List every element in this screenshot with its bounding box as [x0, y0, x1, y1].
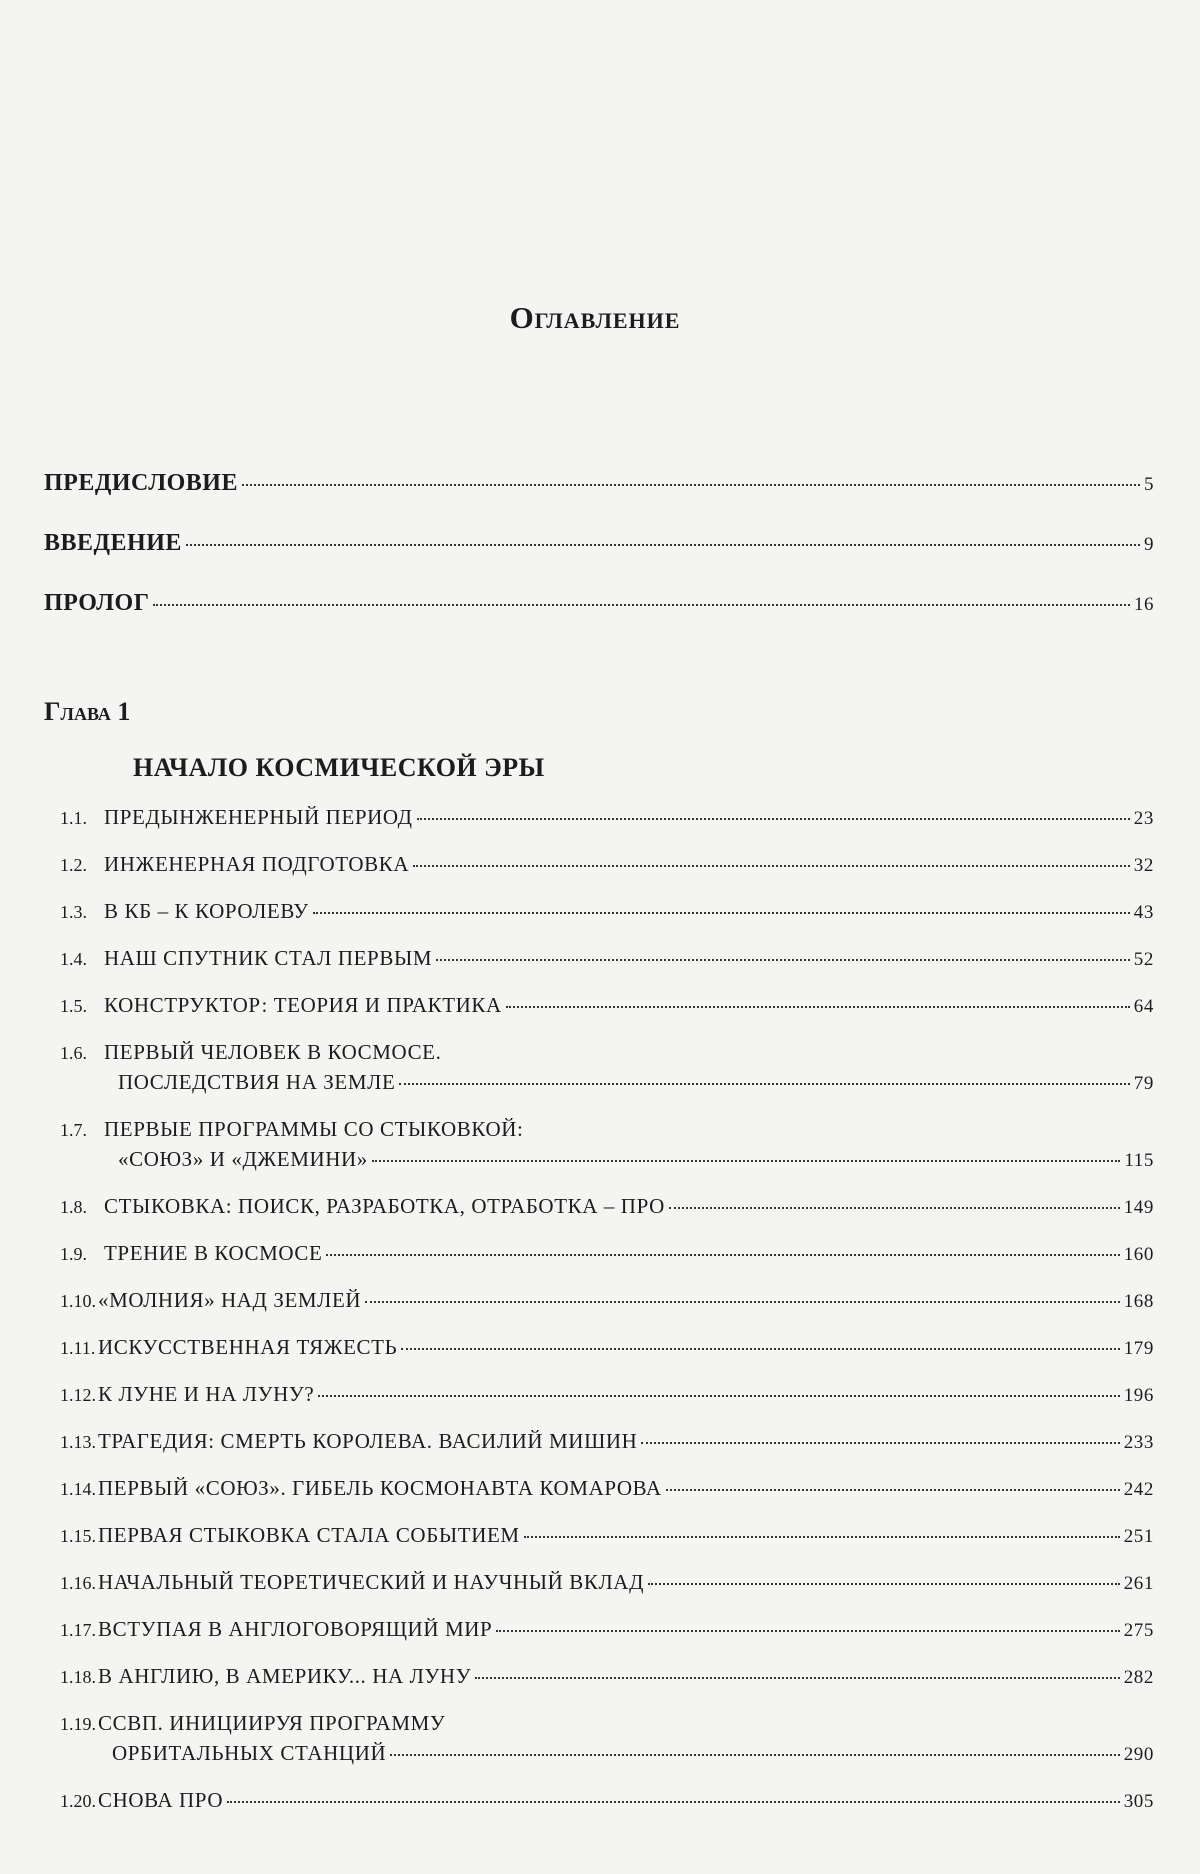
entry-number: 1.7. [60, 1120, 87, 1140]
entry-title: ТРЕНИЕ В КОСМОСЕ [104, 1241, 323, 1265]
entry-title: НАШ СПУТНИК СТАЛ ПЕРВЫМ [104, 946, 433, 970]
entry-title: В АНГЛИЮ, В АМЕРИКУ... НА ЛУНУ [98, 1664, 472, 1688]
entry-page: 275 [1123, 1620, 1154, 1641]
toc-entry[interactable] [60, 1664, 1154, 1689]
entry-number: 1.15. [60, 1526, 96, 1546]
toc-entry[interactable] [60, 1570, 1154, 1595]
dot-leader [669, 1207, 1120, 1209]
chapter-word: Глава [44, 697, 111, 726]
dot-leader [475, 1677, 1120, 1679]
entry-page: 43 [1133, 902, 1154, 923]
entry-title: СТЫКОВКА: ПОИСК, РАЗРАБОТКА, ОТРАБОТКА – ПРО [104, 1194, 665, 1218]
entry-number: 1.1. [60, 808, 87, 828]
entry-number: 1.9. [60, 1244, 87, 1264]
entry-number: 1.17. [60, 1620, 96, 1640]
dot-leader [227, 1801, 1120, 1803]
entry-title: ПРЕДИСЛОВИЕ [44, 470, 238, 496]
entry-page: 9 [1144, 534, 1154, 555]
entry-page: 282 [1123, 1667, 1154, 1688]
entry-title: ССВП. ИНИЦИИРУЯ ПРОГРАММУ [98, 1711, 446, 1735]
entry-title: ТРАГЕДИЯ: СМЕРТЬ КОРОЛЕВА. ВАСИЛИЙ МИШИН [98, 1429, 638, 1453]
entry-title: ИСКУССТВЕННАЯ ТЯЖЕСТЬ [98, 1335, 398, 1359]
dot-leader [313, 912, 1130, 914]
toc-entry-introduction[interactable] [44, 530, 1154, 590]
entry-title: ПРОЛОГ [44, 590, 150, 616]
toc-entry[interactable] [60, 1711, 1154, 1766]
toc-entry[interactable] [60, 805, 1154, 830]
entry-page: 5 [1144, 474, 1154, 495]
entry-title: ПРЕДЫНЖЕНЕРНЫЙ ПЕРИОД [104, 805, 413, 829]
dot-leader [326, 1254, 1119, 1256]
entry-page: 233 [1123, 1432, 1154, 1453]
entry-title-continued: ПОСЛЕДСТВИЯ НА ЗЕМЛЕ [118, 1070, 396, 1094]
front-matter-list [44, 470, 1154, 650]
entry-page: 179 [1123, 1338, 1154, 1359]
entry-number: 1.19. [60, 1714, 96, 1734]
entry-page: 160 [1123, 1244, 1154, 1265]
dot-leader [524, 1536, 1120, 1538]
chapter-title: НАЧАЛО КОСМИЧЕСКОЙ ЭРЫ [133, 753, 545, 782]
entry-number: 1.12. [60, 1385, 96, 1405]
entry-number: 1.2. [60, 855, 87, 875]
entry-title: ИНЖЕНЕРНАЯ ПОДГОТОВКА [104, 852, 410, 876]
entry-number: 1.11. [60, 1338, 96, 1358]
dot-leader [496, 1630, 1119, 1632]
dot-leader [648, 1583, 1120, 1585]
entry-number: 1.3. [60, 902, 87, 922]
entry-page: 52 [1133, 949, 1154, 970]
toc-entry-prologue[interactable] [44, 590, 1154, 650]
toc-entry[interactable] [60, 1617, 1154, 1642]
chapter-number: 1 [117, 697, 131, 726]
toc-entry-preface[interactable] [44, 470, 1154, 530]
chapter-entries [60, 805, 1154, 1835]
dot-leader [390, 1754, 1119, 1756]
entry-number: 1.14. [60, 1479, 96, 1499]
toc-entry[interactable] [60, 852, 1154, 877]
entry-title: НАЧАЛЬНЫЙ ТЕОРЕТИЧЕСКИЙ И НАУЧНЫЙ ВКЛАД [98, 1570, 645, 1594]
toc-entry[interactable] [60, 1241, 1154, 1266]
entry-title: К ЛУНЕ И НА ЛУНУ? [98, 1382, 315, 1406]
toc-entry[interactable] [60, 1382, 1154, 1407]
entry-title: ПЕРВЫЕ ПРОГРАММЫ СО СТЫКОВКОЙ: [104, 1117, 524, 1141]
entry-title: СНОВА ПРО [98, 1788, 224, 1812]
dot-leader [641, 1442, 1119, 1444]
entry-page: 242 [1123, 1479, 1154, 1500]
toc-entry[interactable] [60, 1117, 1154, 1172]
toc-heading: Оглавление [509, 300, 681, 335]
entry-number: 1.16. [60, 1573, 96, 1593]
entry-title: ВВЕДЕНИЕ [44, 530, 182, 556]
entry-page: 115 [1124, 1150, 1154, 1171]
dot-leader [401, 1348, 1119, 1350]
entry-number: 1.20. [60, 1791, 96, 1811]
chapter-label [44, 697, 130, 727]
entry-title: ПЕРВЫЙ ЧЕЛОВЕК В КОСМОСЕ. [104, 1040, 442, 1064]
dot-leader [506, 1006, 1130, 1008]
toc-entry[interactable] [60, 1788, 1154, 1813]
entry-page: 251 [1123, 1526, 1154, 1547]
entry-title: ВСТУПАЯ В АНГЛОГОВОРЯЩИЙ МИР [98, 1617, 493, 1641]
dot-leader [666, 1489, 1120, 1491]
entry-page: 79 [1133, 1073, 1154, 1094]
dot-leader [436, 959, 1130, 961]
entry-title: ПЕРВАЯ СТЫКОВКА СТАЛА СОБЫТИЕМ [98, 1523, 520, 1547]
dot-leader [186, 544, 1140, 546]
toc-entry[interactable] [60, 1429, 1154, 1454]
dot-leader [372, 1160, 1121, 1162]
toc-entry[interactable] [60, 1335, 1154, 1360]
toc-entry[interactable] [60, 1040, 1154, 1095]
toc-entry[interactable] [60, 993, 1154, 1018]
entry-number: 1.10. [60, 1291, 96, 1311]
entry-title: КОНСТРУКТОР: ТЕОРИЯ И ПРАКТИКА [104, 993, 502, 1017]
entry-title-continued: ОРБИТАЛЬНЫХ СТАНЦИЙ [112, 1741, 387, 1765]
entry-page: 168 [1123, 1291, 1154, 1312]
toc-entry[interactable] [60, 1476, 1154, 1501]
entry-page: 305 [1123, 1791, 1154, 1812]
dot-leader [153, 604, 1130, 606]
entry-page: 196 [1123, 1385, 1154, 1406]
entry-page: 32 [1133, 855, 1154, 876]
entry-number: 1.6. [60, 1043, 87, 1063]
toc-entry[interactable] [60, 1288, 1154, 1313]
entry-number: 1.18. [60, 1667, 96, 1687]
entry-number: 1.5. [60, 996, 87, 1016]
entry-title: В КБ – К КОРОЛЕВУ [104, 899, 309, 923]
toc-entry[interactable] [60, 1523, 1154, 1548]
dot-leader [399, 1083, 1129, 1085]
dot-leader [417, 818, 1130, 820]
dot-leader [365, 1301, 1120, 1303]
toc-entry[interactable] [60, 899, 1154, 924]
entry-page: 23 [1133, 808, 1154, 829]
entry-page: 290 [1123, 1744, 1154, 1765]
entry-page: 261 [1123, 1573, 1154, 1594]
toc-entry[interactable] [60, 1194, 1154, 1219]
entry-page: 64 [1133, 996, 1154, 1017]
dot-leader [318, 1395, 1119, 1397]
entry-title: «МОЛНИЯ» НАД ЗЕМЛЕЙ [98, 1288, 362, 1312]
dot-leader [413, 865, 1130, 867]
entry-title: ПЕРВЫЙ «СОЮЗ». ГИБЕЛЬ КОСМОНАВТА КОМАРОВА [98, 1476, 662, 1500]
entry-page: 16 [1134, 594, 1154, 615]
entry-number: 1.13. [60, 1432, 96, 1452]
entry-title-continued: «СОЮЗ» И «ДЖЕМИНИ» [118, 1147, 368, 1171]
entry-number: 1.4. [60, 949, 87, 969]
entry-page: 149 [1123, 1197, 1154, 1218]
toc-entry[interactable] [60, 946, 1154, 971]
dot-leader [242, 484, 1140, 486]
entry-number: 1.8. [60, 1197, 87, 1217]
